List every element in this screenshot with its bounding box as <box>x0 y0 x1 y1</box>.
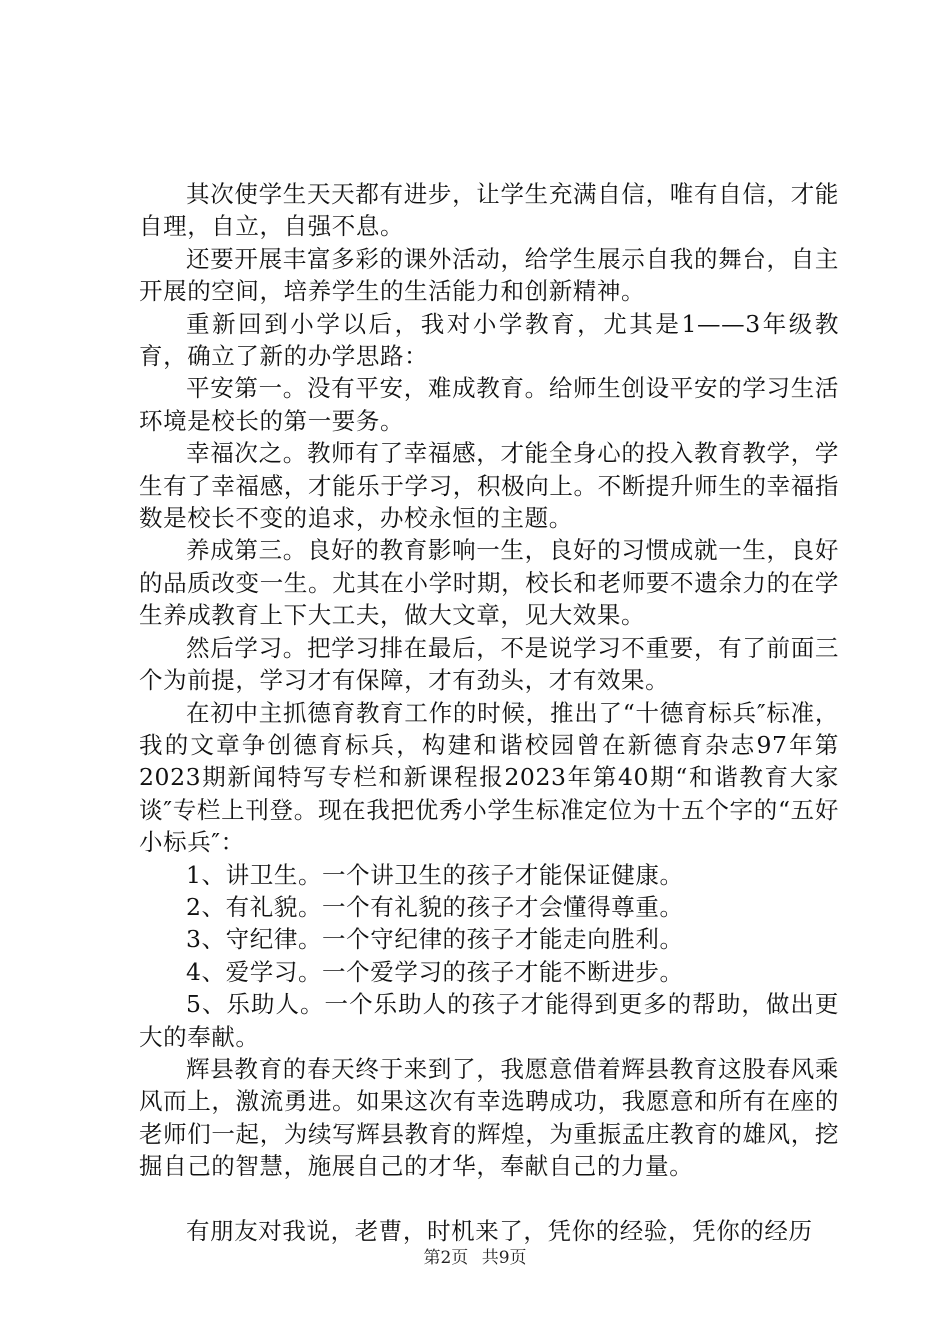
paragraph: 在初中主抓德育教育工作的时候，推出了“十德育标兵″标准，我的文章争创德育标兵，构建和谐校园曾在新德育杂志97年第2023期新闻特写专栏和新课程报2023年第40期“和谐教育大家谈″专栏上刊登。现在我把优秀小学生标准定位为十五个字的“五好小标兵″： <box>139 698 839 857</box>
page-total: 共9页 <box>481 1248 527 1268</box>
paragraph: 还要开展丰富多彩的课外活动，给学生展示自我的舞台，自主开展的空间，培养学生的生活能力和创新精神。 <box>139 244 839 306</box>
paragraph: 平安第一。没有平安，难成教育。给师生创设平安的学习生活环境是校长的第一要务。 <box>139 374 839 435</box>
list-item: 4、爱学习。一个爱学习的孩子才能不断进步。 <box>186 957 684 986</box>
list-item: 1、讲卫生。一个讲卫生的孩子才能保证健康。 <box>186 860 684 889</box>
paragraph: 其次使学生天天都有进步，让学生充满自信，唯有自信，才能自理，自立，自强不息。 <box>139 180 839 241</box>
document-body <box>139 178 839 1247</box>
paragraph: 养成第三。良好的教育影响一生，良好的习惯成就一生，良好的品质改变一生。尤其在小学时期，校长和老师要不遗余力的在学生养成教育上下大工夫，做大文章，见大效果。 <box>139 536 839 630</box>
paragraph-gap <box>139 1183 839 1215</box>
list-item: 2、有礼貌。一个有礼貌的孩子才会懂得尊重。 <box>186 892 684 921</box>
paragraph: 幸福次之。教师有了幸福感，才能全身心的投入教育教学，学生有了幸福感，才能乐于学习，积极向上。不断提升师生的幸福指数是校长不变的追求，办校永恒的主题。 <box>139 439 839 533</box>
paragraph: 有朋友对我说，老曹，时机来了，凭你的经验，凭你的经历 <box>186 1216 813 1245</box>
page-number: 第2页 <box>423 1248 469 1268</box>
paragraph: 辉县教育的春天终于来到了，我愿意借着辉县教育这股春风乘风而上，激流勇进。如果这次有幸选聘成功，我愿意和所有在座的老师们一起，为续写辉县教育的辉煌，为重振孟庄教育的雄风，挖掘自己的智慧，施展自己的才华，奉献自己的力量。 <box>139 1054 839 1181</box>
page-footer <box>0 1243 950 1268</box>
paragraph: 然后学习。把学习排在最后，不是说学习不重要，有了前面三个为前提，学习才有保障，才有劲头，才有效果。 <box>139 633 839 695</box>
list-item: 5、乐助人。一个乐助人的孩子才能得到更多的帮助，做出更大的奉献。 <box>139 990 839 1051</box>
paragraph: 重新回到小学以后，我对小学教育，尤其是1——3年级教育，确立了新的办学思路： <box>139 309 839 371</box>
list-item: 3、守纪律。一个守纪律的孩子才能走向胜利。 <box>186 925 684 954</box>
